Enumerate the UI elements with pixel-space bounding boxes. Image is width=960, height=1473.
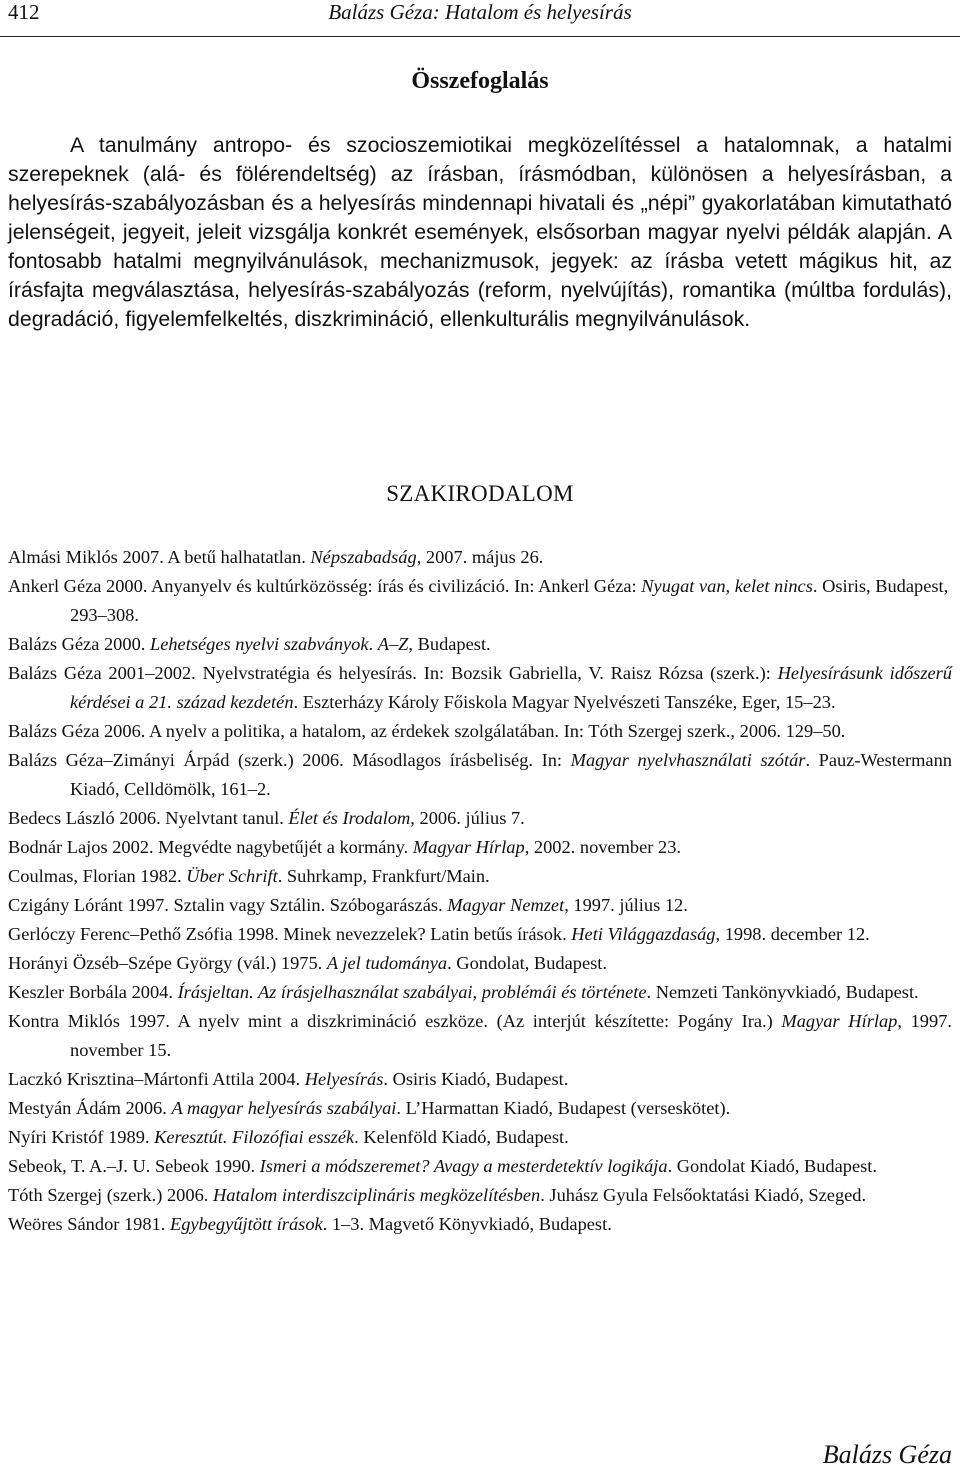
reference-title-italic: Magyar Hírlap	[412, 837, 525, 857]
reference-item	[8, 891, 952, 920]
reference-title-italic: Über Schrift	[186, 866, 278, 886]
reference-title-italic: Keresztút. Filozófiai esszék	[154, 1127, 355, 1147]
reference-item	[8, 1181, 952, 1210]
reference-title-italic: Ismeri a módszeremet? Avagy a mesterdetektív logikája	[259, 1156, 668, 1176]
reference-text: . Osiris, Budapest, 293–308.	[70, 576, 949, 625]
reference-text: Balázs Géza 2000.	[8, 634, 150, 654]
reference-text: Nyíri Kristóf 1989.	[8, 1127, 155, 1147]
reference-text: , Budapest.	[408, 634, 491, 654]
reference-item	[8, 1007, 952, 1065]
reference-text: Kontra Miklós 1997. A nyelv mint a diszkrimináció eszköze. (Az interjút készítette: Pogány Ira.)	[8, 1011, 782, 1031]
reference-title-italic: Heti Világgazdaság	[571, 924, 716, 944]
reference-text: , 2007. május 26.	[416, 547, 544, 567]
reference-text: .	[368, 634, 378, 654]
reference-item	[8, 630, 952, 659]
reference-text: . Nemzeti Tankönyvkiadó, Budapest.	[646, 982, 919, 1002]
reference-item	[8, 833, 952, 862]
reference-text: Laczkó Krisztina–Mártonfi Attila 2004.	[8, 1069, 305, 1089]
reference-item	[8, 572, 952, 630]
reference-title-italic: Lehetséges nyelvi szabványok	[149, 634, 369, 654]
reference-text: Bodnár Lajos 2002. Megvédte nagybetűjét a kormány.	[8, 837, 413, 857]
reference-text: Sebeok, T. A.–J. U. Sebeok 1990.	[8, 1156, 260, 1176]
reference-title-italic: Magyar Nemzet	[447, 895, 565, 915]
reference-title-italic: Hatalom interdiszciplináris megközelítésben	[212, 1185, 541, 1205]
reference-text: Mestyán Ádám 2006.	[8, 1098, 172, 1118]
reference-item	[8, 1065, 952, 1094]
reference-text: Czigány Lóránt 1997. Sztalin vagy Sztálin. Szóbogarászás.	[8, 895, 448, 915]
reference-text: , 2002. november 23.	[524, 837, 681, 857]
reference-title-italic: Helyesírás	[304, 1069, 384, 1089]
reference-item	[8, 978, 952, 1007]
reference-item	[8, 862, 952, 891]
reference-item	[8, 804, 952, 833]
reference-item	[8, 949, 952, 978]
reference-title-italic: Magyar Hírlap	[781, 1011, 898, 1031]
reference-title-italic: Írásjeltan. Az írásjelhasználat szabályai, problémái és története	[177, 982, 647, 1002]
reference-text: . L’Harmattan Kiadó, Budapest (verseskötet).	[396, 1098, 731, 1118]
reference-text: . 1–3. Magvető Könyvkiadó, Budapest.	[322, 1214, 612, 1234]
reference-item	[8, 1152, 952, 1181]
reference-item	[8, 1094, 952, 1123]
reference-title-italic: Egybegyűjtött írások	[169, 1214, 323, 1234]
section-title: Összefoglalás	[411, 68, 549, 94]
reference-item	[8, 543, 952, 572]
reference-text: . Pauz-Westermann Kiadó, Celldömölk, 161–2.	[70, 750, 952, 799]
reference-text: Balázs Géza–Zimányi Árpád (szerk.) 2006. Másodlagos írásbeliség. In:	[8, 750, 571, 770]
reference-title-italic: Nyugat van, kelet nincs	[641, 576, 813, 596]
reference-text: . Juhász Gyula Felsőoktatási Kiadó, Szeged.	[540, 1185, 867, 1205]
reference-text: Gerlóczy Ferenc–Pethő Zsófia 1998. Minek nevezzelek? Latin betűs írások.	[8, 924, 572, 944]
reference-text: , 1997. november 15.	[70, 1011, 952, 1060]
reference-text: . Eszterházy Károly Főiskola Magyar Nyelvészeti Tanszéke, Eger, 15–23.	[293, 692, 836, 712]
reference-item	[8, 659, 952, 717]
reference-text: , 1997. július 12.	[564, 895, 688, 915]
reference-list	[8, 543, 952, 1239]
running-header	[0, 0, 960, 37]
reference-title-italic: Magyar nyelvhasználati szótár	[570, 750, 806, 770]
reference-text: Ankerl Géza 2000. Anyanyelv és kultúrközösség: írás és civilizáció. In: Ankerl Géza:	[8, 576, 642, 596]
reference-item	[8, 1210, 952, 1239]
reference-text: Coulmas, Florian 1982.	[8, 866, 187, 886]
reference-item	[8, 717, 952, 746]
reference-title-italic: Népszabadság	[310, 547, 417, 567]
reference-text: , 2006. július 7.	[410, 808, 525, 828]
reference-title-italic: A–Z	[377, 634, 409, 654]
reference-title-italic: A jel tudománya	[326, 953, 448, 973]
abstract-paragraph: A tanulmány antropo- és szocioszemiotikai megközelítéssel a hatalomnak, a hatalmi szerepeknek (alá- és fölérendeltség) az írásban, írásmódban, különösen a helyesírásban, a helyesírás-szabályozásban és a helyesírás mindennapi hivatali és „népi” gyakorlatában kimutatható jelenségeit, jegyeit, jeleit vizsgálja konkrét események, elsősorban magyar nyelvi példák alapján. A fontosabb hatalmi megnyilvánulások, mechanizmusok, jegyek: az írásba vetett mágikus hit, az írásfajta megválasztása, helyesírás-szabályozás (reform, nyelvújítás), romantika (múltba fordulás), degradáció, figyelemfelkeltés, diszkrimináció, ellenkulturális megnyilvánulások.	[8, 133, 952, 331]
reference-text: , 1998. december 12.	[715, 924, 870, 944]
reference-text: . Suhrkamp, Frankfurt/Main.	[277, 866, 490, 886]
running-title: Balázs Géza: Hatalom és helyesírás	[328, 0, 632, 24]
reference-item	[8, 1123, 952, 1152]
reference-text: Balázs Géza 2001–2002. Nyelvstratégia és helyesírás. In: Bozsik Gabriella, V. Raisz Rózsa (szerk.):	[8, 663, 778, 683]
reference-text: Almási Miklós 2007. A betű halhatatlan.	[8, 547, 311, 567]
reference-text: . Gondolat, Budapest.	[447, 953, 607, 973]
reference-text: . Gondolat Kiadó, Budapest.	[667, 1156, 877, 1176]
reference-text: Balázs Géza 2006. A nyelv a politika, a hatalom, az érdekek szolgálatában. In: Tóth Szergej szerk., 2006. 129–50.	[8, 721, 846, 741]
references-heading: SZAKIRODALOM	[386, 481, 574, 506]
reference-text: . Osiris Kiadó, Budapest.	[383, 1069, 569, 1089]
reference-item	[8, 746, 952, 804]
reference-title-italic: Helyesírásunk időszerű kérdései a 21. század kezdetén	[70, 663, 952, 712]
reference-text: . Kelenföld Kiadó, Budapest.	[354, 1127, 569, 1147]
reference-text: Keszler Borbála 2004.	[8, 982, 178, 1002]
reference-item	[8, 920, 952, 949]
reference-text: Horányi Özséb–Szépe György (vál.) 1975.	[8, 953, 327, 973]
reference-text: Tóth Szergej (szerk.) 2006.	[8, 1185, 213, 1205]
reference-text: Weöres Sándor 1981.	[8, 1214, 170, 1234]
reference-text: Bedecs László 2006. Nyelvtant tanul.	[8, 808, 289, 828]
author-signature: Balázs Géza	[822, 1440, 952, 1469]
page-number: 412	[8, 0, 40, 24]
reference-title-italic: A magyar helyesírás szabályai	[171, 1098, 397, 1118]
reference-title-italic: Élet és Irodalom	[288, 808, 411, 828]
